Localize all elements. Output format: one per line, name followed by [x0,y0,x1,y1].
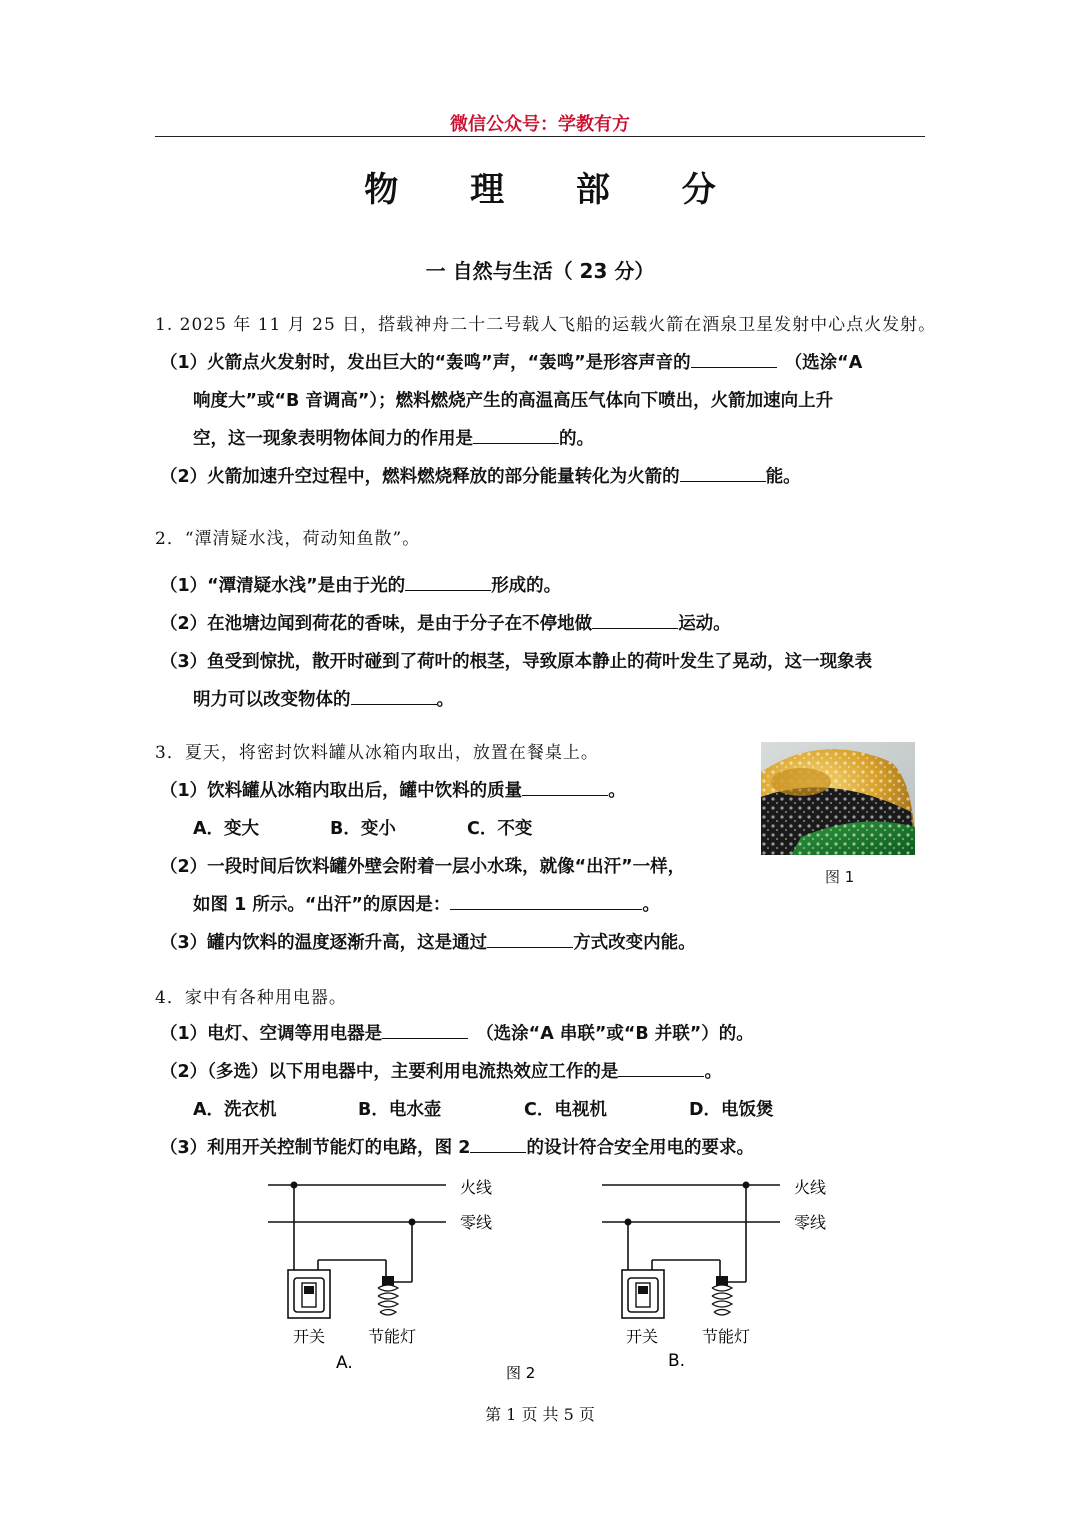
q4-p2-text: （2）（多选）以下用电器中，主要利用电流热效应工作的是 [160,1062,619,1082]
q4-p1-option: （选涂“A 串联”或“B 并联”）的。 [476,1024,754,1044]
q3-option-a: A．变大 [193,819,260,839]
q4-option-a: A．洗衣机 [193,1100,277,1120]
switch-label-a: 开关 [293,1327,326,1346]
q4-part1 [160,1020,754,1045]
q3-part2-line1: （2）一段时间后饮料罐外壁会附着一层小水珠，就像“出汗”一样， [160,857,686,877]
answer-blank[interactable] [382,1022,468,1039]
drink-can-photo [761,742,915,855]
answer-blank[interactable] [450,893,642,910]
q4-stem: 4．家中有各种用电器。 [155,988,347,1008]
q4-option-c: C．电视机 [524,1100,607,1120]
q2-p3-end: 。 [436,690,454,710]
q2-stem: 2．“潭清疑水浅，荷动知鱼散”。 [155,529,421,549]
q3-p2-end: 。 [642,895,660,915]
q1-p2-text: （2）火箭加速升空过程中，燃料燃烧释放的部分能量转化为火箭的 [160,467,680,487]
q1-part2 [160,463,801,488]
q1-p1-end: 的。 [559,429,594,449]
q1-part1-line2: 响度大”或“B 音调高”）；燃料燃烧产生的高温高压气体向下喷出，火箭加速向上升 [193,391,834,411]
q2-part1 [160,572,561,597]
neutral-wire-label-b: 零线 [794,1213,827,1232]
q3-part1 [160,777,626,802]
answer-blank[interactable] [618,1060,704,1077]
q1-part1-line3 [193,425,594,450]
q2-p1-end: 形成的。 [491,576,562,596]
q3-stem: 3．夏天，将密封饮料罐从冰箱内取出，放置在餐桌上。 [155,743,599,763]
figure1-caption: 图 1 [825,868,855,886]
answer-blank[interactable] [680,465,766,482]
q4-p3-text: （3）利用开关控制节能灯的电路，图 2 [160,1138,471,1158]
switch-label-b: 开关 [626,1327,659,1346]
q4-p1-text: （1）电灯、空调等用电器是 [160,1024,383,1044]
q3-part3 [160,929,696,954]
q2-part2 [160,610,731,635]
answer-blank[interactable] [351,688,437,705]
q3-option-b: B．变小 [330,819,396,839]
q2-p2-text: （2）在池塘边闻到荷花的香味，是由于分子在不停地做 [160,614,593,634]
q2-part3-line1: （3）鱼受到惊扰，散开时碰到了荷叶的根茎，导致原本静止的荷叶发生了晃动，这一现象表 [160,652,873,672]
q3-p3-text: （3）罐内饮料的温度逐渐升高，这是通过 [160,933,488,953]
header-rule [155,136,925,137]
q4-p3-end: 的设计符合安全用电的要求。 [526,1138,754,1158]
q1-p2-end: 能。 [765,467,801,487]
q1-p1-text-2: 空，这一现象表明物体间力的作用是 [193,429,473,449]
q1-p1-text: （1）火箭点火发射时，发出巨大的“轰鸣”声，“轰鸣”是形容声音的 [160,353,691,373]
q2-part3-line2 [193,686,454,711]
neutral-wire-label-a: 零线 [460,1213,493,1232]
answer-blank[interactable] [473,427,559,444]
lamp-label-b: 节能灯 [702,1327,751,1346]
q3-p1-text: （1）饮料罐从冰箱内取出后，罐中饮料的质量 [160,781,523,801]
live-wire-label-a: 火线 [460,1178,493,1197]
q4-part3 [160,1134,754,1159]
page-number: 第 1 页 共 5 页 [485,1405,595,1424]
q4-option-b: B．电水壶 [358,1100,442,1120]
page-title: 物 理 部 分 [364,170,746,210]
q3-p3-end: 方式改变内能。 [573,933,696,953]
watermark-header: 微信公众号：学教有方 [450,114,630,135]
q4-part2 [160,1058,722,1083]
q4-p2-end: 。 [704,1062,722,1082]
q3-p2-text: 如图 1 所示。“出汗”的原因是： [193,895,451,915]
q3-part2-line2 [193,891,660,916]
circuit-b-label: B. [668,1351,686,1371]
q1-stem: 1. 2025 年 11 月 25 日，搭载神舟二十二号载人飞船的运载火箭在酒泉卫星发射中心点火发射。 [155,315,937,335]
answer-blank[interactable] [592,612,678,629]
q3-p1-end: 。 [608,781,626,801]
figure2-circuit-diagram [260,1170,840,1390]
q3-option-c: C．不变 [467,819,533,839]
answer-blank[interactable] [470,1136,526,1153]
circuit-a-label: A. [336,1353,353,1373]
answer-blank[interactable] [405,574,491,591]
answer-blank[interactable] [487,931,573,948]
answer-blank[interactable] [691,351,777,368]
q1-p1-option: （选涂“A [784,353,863,373]
lamp-label-a: 节能灯 [368,1327,417,1346]
q2-p3-text: 明力可以改变物体的 [193,690,351,710]
section-heading: 一 自然与生活（ 23 分） [425,259,655,283]
q2-p1-text: （1）“潭清疑水浅”是由于光的 [160,576,406,596]
q4-option-d: D．电饭煲 [689,1100,774,1120]
q1-part1-line1 [160,349,862,374]
answer-blank[interactable] [522,779,608,796]
q2-p2-end: 运动。 [678,614,731,634]
figure2-caption: 图 2 [506,1364,536,1382]
live-wire-label-b: 火线 [794,1178,827,1197]
